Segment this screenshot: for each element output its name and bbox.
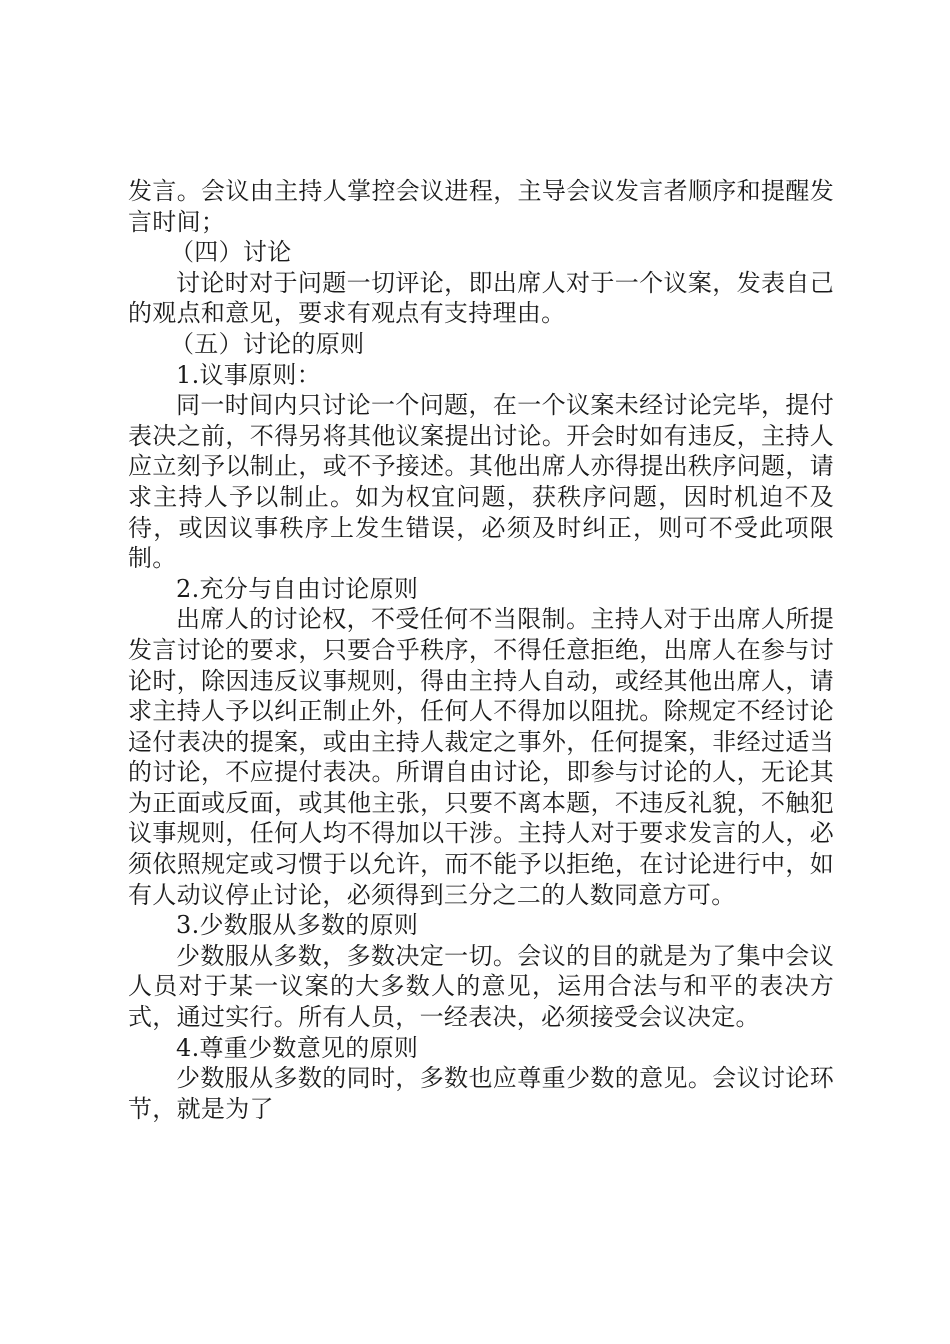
subsection-heading-procedure-principle: 1.议事原则： bbox=[176, 360, 321, 389]
paragraph-continuation: 发言。会议由主持人掌控会议进程，主导会议发言者顺序和提醒发言时间； bbox=[128, 177, 834, 236]
document-body bbox=[128, 176, 834, 1124]
paragraph-procedure-principle: 同一时间内只讨论一个问题，在一个议案未经讨论完毕，提付表决之前，不得另将其他议案提出讨论。开会时如有违反，主持人应立刻予以制止，或不予接述。其他出席人亦得提出秩序问题，请求主持人予以制止。如为权宜问题，获秩序问题，因时机迫不及待，或因议事秩序上发生错误，必须及时纠正，则可不受此项限制。 bbox=[128, 391, 834, 573]
subsection-heading-majority-rule: 3.少数服从多数的原则 bbox=[176, 911, 419, 940]
paragraph-free-discussion: 出席人的讨论权，不受任何不当限制。主持人对于出席人所提发言讨论的要求，只要合乎秩序，不得任意拒绝，出席人在参与讨论时，除因违反议事规则，得由主持人自动，或经其他出席人，请求主持人予以纠正制止外，任何人不得加以阻扰。除规定不经讨论迳付表决的提案，或由主持人裁定之事外，任何提案，非经过适当的讨论，不应提付表决。所谓自由讨论，即参与讨论的人，无论其为正面或反面，或其他主张，只要不离本题，不违反礼貌，不触犯议事规则，任何人均不得加以干涉。主持人对于要求发言的人，必须依照规定或习惯于以允许，而不能予以拒绝，在讨论进行中，如有人动议停止讨论，必须得到三分之二的人数同意方可。 bbox=[128, 605, 834, 909]
subsection-heading-free-discussion: 2.充分与自由讨论原则 bbox=[176, 574, 419, 603]
paragraph-respect-minority: 少数服从多数的同时，多数也应尊重少数的意见。会议讨论环节，就是为了 bbox=[128, 1064, 834, 1123]
subsection-heading-respect-minority: 4.尊重少数意见的原则 bbox=[176, 1033, 419, 1062]
paragraph-majority-rule: 少数服从多数，多数决定一切。会议的目的就是为了集中会议人员对于某一议案的大多数人的意见，运用合法与和平的表决方式，通过实行。所有人员，一经表决，必须接受会议决定。 bbox=[128, 941, 834, 1032]
section-heading-discussion-principles: （五）讨论的原则 bbox=[170, 329, 365, 358]
paragraph-discussion-definition: 讨论时对于问题一切评论，即出席人对于一个议案，发表自己的观点和意见，要求有观点有支持理由。 bbox=[128, 268, 834, 328]
section-heading-discussion: （四）讨论 bbox=[170, 238, 292, 267]
